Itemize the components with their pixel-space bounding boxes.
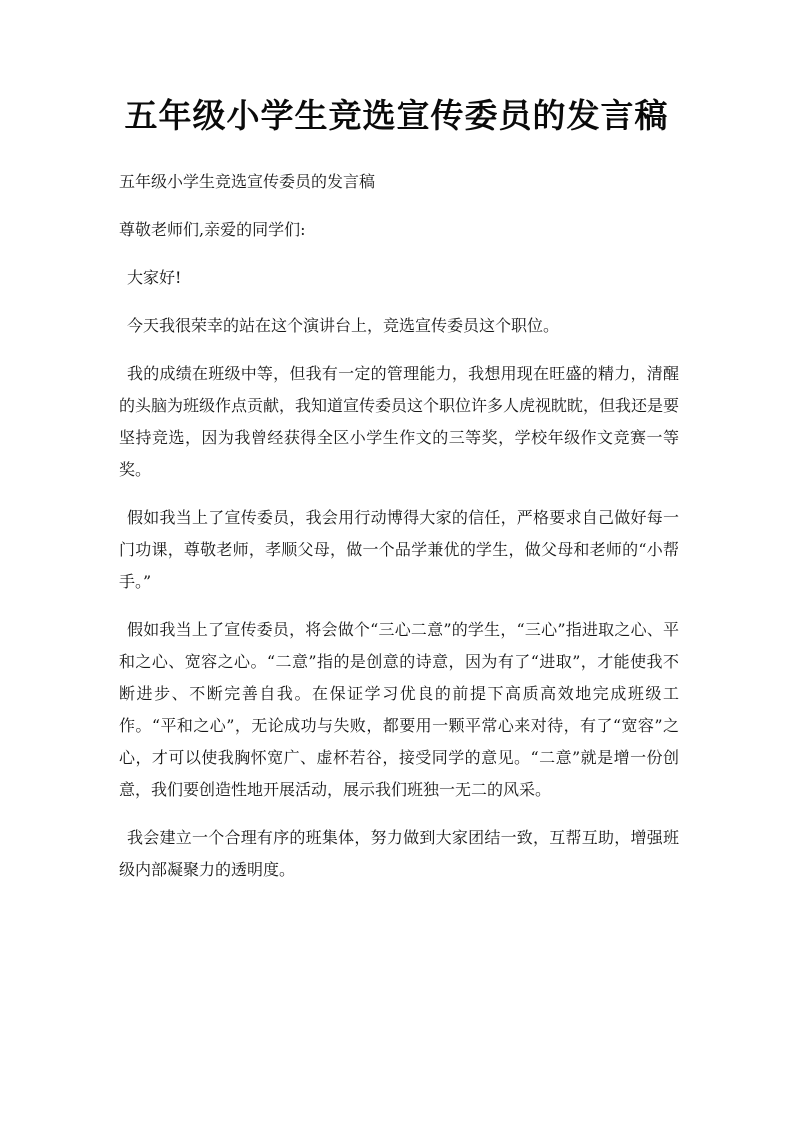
- body-paragraph: 我的成绩在班级中等，但我有一定的管理能力，我想用现在旺盛的精力，清醒的头脑为班级作点贡献，我知道宣传委员这个职位许多人虎视眈眈，但我还是要坚持竞选，因为我曾经获得全区小学生作文的三等奖，学校年级作文竞赛一等奖。: [119, 364, 680, 479]
- greeting-paragraph: 大家好!: [127, 268, 182, 287]
- subtitle-paragraph: 五年级小学生竞选宣传委员的发言稿: [119, 172, 376, 191]
- intro-paragraph: 今天我很荣幸的站在这个演讲台上，竞选宣传委员这个职位。: [127, 316, 560, 335]
- salutation-paragraph: 尊敬老师们,亲爱的同学们:: [119, 220, 306, 239]
- body-paragraph: 假如我当上了宣传委员，将会做个“三心二意”的学生，“三心”指进取之心、平和之心、宽容之心。“二意”指的是创意的诗意，因为有了“进取”，才能使我不断进步、不断完善自我。在保证学习优良的前提下高质高效地完成班级工作。“平和之心”，无论成功与失败，都要用一颗平常心来对待，有了“宽容”之心，才可以使我胸怀宽广、虚杯若谷，接受同学的意见。“二意”就是增一份创意，我们要创造性地开展活动，展示我们班独一无二的风采。: [119, 620, 679, 799]
- body-paragraph: 假如我当上了宣传委员，我会用行动博得大家的信任，严格要求自己做好每一门功课，尊敬老师，孝顺父母，做一个品学兼优的学生，做父母和老师的“小帮手。”: [119, 508, 679, 591]
- document-body: [119, 166, 679, 902]
- document-title: 五年级小学生竞选宣传委员的发言稿: [124, 96, 669, 135]
- body-paragraph: 我会建立一个合理有序的班集体，努力做到大家团结一致，互帮互助，增强班级内部凝聚力的透明度。: [119, 828, 679, 879]
